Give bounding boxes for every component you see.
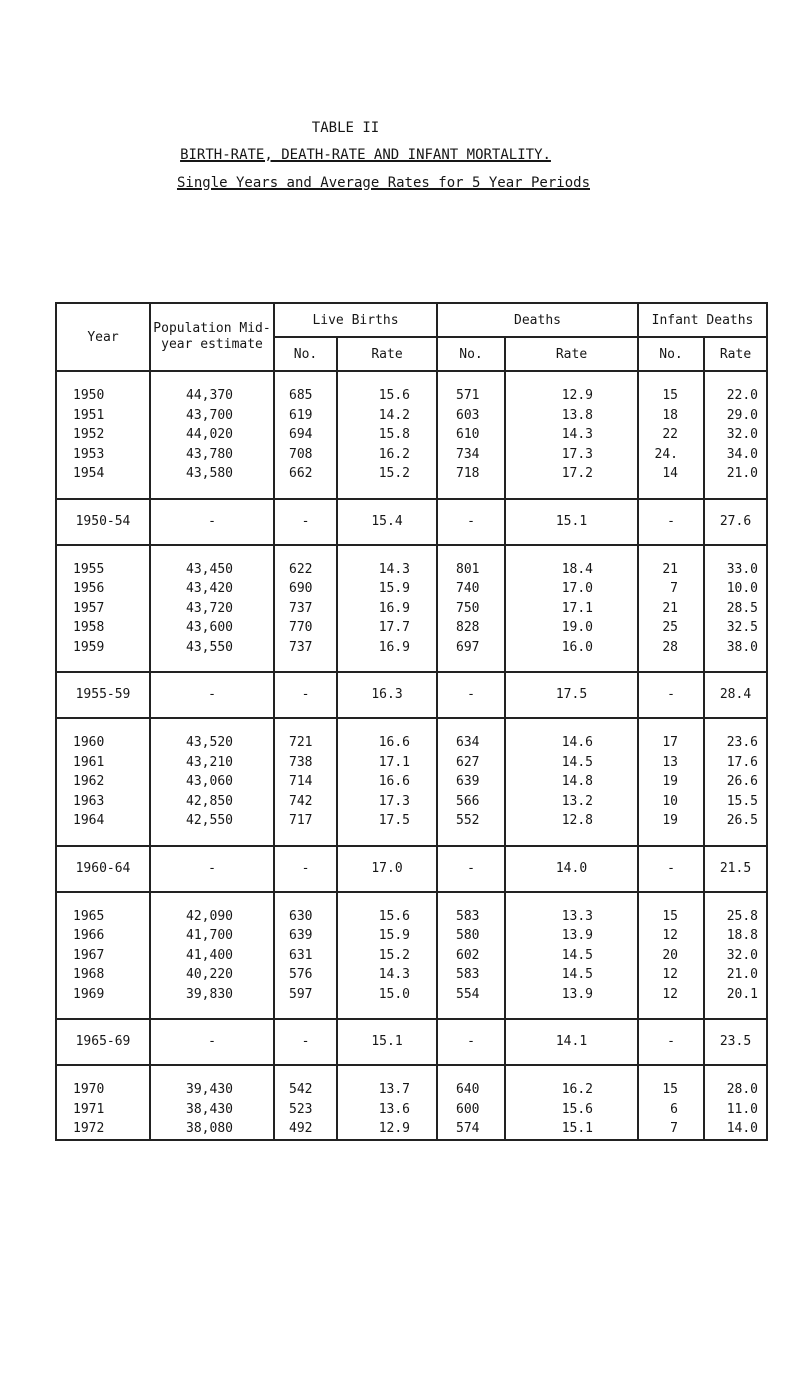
cell-population: 42,090 xyxy=(150,892,274,927)
cell-population: - xyxy=(150,499,274,545)
table-row xyxy=(56,965,767,985)
cell-deaths-rate: 13.8 xyxy=(505,406,638,426)
table-subtitle-periods: Single Years and Average Rates for 5 Year Periods xyxy=(176,175,590,191)
cell-year: 1952 xyxy=(56,425,150,445)
cell-deaths-no: 583 xyxy=(437,965,505,985)
cell-births-no: 630 xyxy=(274,892,337,927)
cell-infant-rate: 27.6 xyxy=(704,499,767,545)
table-row xyxy=(56,1100,767,1120)
cell-infant-rate: 29.0 xyxy=(704,406,767,426)
cell-births-rate: 15.4 xyxy=(337,499,437,545)
table-row xyxy=(56,445,767,465)
table-row xyxy=(56,371,767,406)
cell-population: 43,580 xyxy=(150,464,274,499)
cell-births-rate: 15.0 xyxy=(337,985,437,1020)
header-deaths: Deaths xyxy=(437,303,638,337)
cell-infant-no: 10 xyxy=(638,792,704,812)
cell-infant-no: 22 xyxy=(638,425,704,445)
cell-births-rate: 12.9 xyxy=(337,1119,437,1140)
cell-deaths-rate: 13.2 xyxy=(505,792,638,812)
cell-deaths-rate: 16.2 xyxy=(505,1065,638,1100)
cell-infant-rate: 22.0 xyxy=(704,371,767,406)
table-row xyxy=(56,985,767,1020)
cell-deaths-rate: 14.1 xyxy=(505,1019,638,1065)
cell-infant-rate: 21.0 xyxy=(704,464,767,499)
header-deaths-no: No. xyxy=(437,337,505,371)
cell-births-rate: 13.7 xyxy=(337,1065,437,1100)
cell-infant-rate: 38.0 xyxy=(704,638,767,673)
cell-births-rate: 15.9 xyxy=(337,926,437,946)
cell-deaths-no: 600 xyxy=(437,1100,505,1120)
cell-infant-no: 14 xyxy=(638,464,704,499)
cell-year: 1971 xyxy=(56,1100,150,1120)
cell-infant-no: 21 xyxy=(638,599,704,619)
cell-infant-no: 12 xyxy=(638,985,704,1020)
table-row xyxy=(56,638,767,673)
cell-infant-rate: 28.5 xyxy=(704,599,767,619)
cell-year: 1965-69 xyxy=(56,1019,150,1065)
cell-deaths-no: 718 xyxy=(437,464,505,499)
cell-births-no: - xyxy=(274,846,337,892)
cell-deaths-rate: 16.0 xyxy=(505,638,638,673)
cell-deaths-no: 574 xyxy=(437,1119,505,1140)
average-row xyxy=(56,499,767,545)
table-row xyxy=(56,599,767,619)
cell-infant-rate: 25.8 xyxy=(704,892,767,927)
cell-deaths-no: 554 xyxy=(437,985,505,1020)
cell-infant-no: 12 xyxy=(638,965,704,985)
table-row xyxy=(56,1119,767,1140)
cell-births-no: 717 xyxy=(274,811,337,846)
cell-infant-no: 21 xyxy=(638,545,704,580)
cell-infant-no: 15 xyxy=(638,892,704,927)
cell-infant-rate: 34.0 xyxy=(704,445,767,465)
cell-deaths-no: 640 xyxy=(437,1065,505,1100)
cell-year: 1962 xyxy=(56,772,150,792)
cell-population: 44,370 xyxy=(150,371,274,406)
table-row xyxy=(56,892,767,927)
cell-births-rate: 17.7 xyxy=(337,618,437,638)
cell-deaths-no: 552 xyxy=(437,811,505,846)
cell-deaths-no: 828 xyxy=(437,618,505,638)
cell-population: 44,020 xyxy=(150,425,274,445)
cell-year: 1961 xyxy=(56,753,150,773)
cell-infant-rate: 20.1 xyxy=(704,985,767,1020)
cell-deaths-no: 571 xyxy=(437,371,505,406)
cell-births-no: 721 xyxy=(274,718,337,753)
cell-infant-no: 6 xyxy=(638,1100,704,1120)
cell-births-no: 690 xyxy=(274,579,337,599)
cell-deaths-rate: 17.2 xyxy=(505,464,638,499)
cell-births-rate: 15.2 xyxy=(337,946,437,966)
cell-year: 1966 xyxy=(56,926,150,946)
cell-year: 1970 xyxy=(56,1065,150,1100)
cell-population: 39,830 xyxy=(150,985,274,1020)
cell-population: 41,400 xyxy=(150,946,274,966)
cell-year: 1959 xyxy=(56,638,150,673)
cell-births-rate: 17.3 xyxy=(337,792,437,812)
cell-deaths-rate: 12.8 xyxy=(505,811,638,846)
cell-deaths-rate: 14.5 xyxy=(505,965,638,985)
vital-statistics-table xyxy=(55,302,768,1141)
cell-deaths-no: 697 xyxy=(437,638,505,673)
cell-births-rate: 17.0 xyxy=(337,846,437,892)
cell-infant-rate: 28.0 xyxy=(704,1065,767,1100)
cell-population: - xyxy=(150,846,274,892)
cell-infant-rate: 32.0 xyxy=(704,425,767,445)
cell-infant-rate: 26.5 xyxy=(704,811,767,846)
cell-births-no: 708 xyxy=(274,445,337,465)
cell-infant-no: 19 xyxy=(638,811,704,846)
cell-infant-rate: 17.6 xyxy=(704,753,767,773)
cell-deaths-no: 639 xyxy=(437,772,505,792)
cell-deaths-rate: 14.0 xyxy=(505,846,638,892)
cell-year: 1960-64 xyxy=(56,846,150,892)
cell-births-no: 770 xyxy=(274,618,337,638)
cell-year: 1963 xyxy=(56,792,150,812)
cell-deaths-no: 603 xyxy=(437,406,505,426)
cell-infant-no: 19 xyxy=(638,772,704,792)
cell-births-rate: 16.2 xyxy=(337,445,437,465)
cell-year: 1955-59 xyxy=(56,672,150,718)
cell-year: 1950 xyxy=(56,371,150,406)
cell-infant-no: - xyxy=(638,672,704,718)
average-row xyxy=(56,1019,767,1065)
cell-year: 1958 xyxy=(56,618,150,638)
cell-births-no: 714 xyxy=(274,772,337,792)
cell-year: 1950-54 xyxy=(56,499,150,545)
cell-infant-rate: 18.8 xyxy=(704,926,767,946)
cell-infant-rate: 10.0 xyxy=(704,579,767,599)
cell-deaths-rate: 14.8 xyxy=(505,772,638,792)
cell-population: 38,430 xyxy=(150,1100,274,1120)
cell-population: 43,060 xyxy=(150,772,274,792)
cell-year: 1972 xyxy=(56,1119,150,1140)
cell-deaths-rate: 13.9 xyxy=(505,926,638,946)
cell-deaths-no: 750 xyxy=(437,599,505,619)
cell-births-rate: 16.6 xyxy=(337,718,437,753)
cell-year: 1964 xyxy=(56,811,150,846)
cell-deaths-rate: 13.9 xyxy=(505,985,638,1020)
cell-deaths-no: - xyxy=(437,672,505,718)
cell-births-rate: 15.1 xyxy=(337,1019,437,1065)
cell-infant-no: 12 xyxy=(638,926,704,946)
table-row xyxy=(56,946,767,966)
header-infant-no: No. xyxy=(638,337,704,371)
header-births-rate: Rate xyxy=(337,337,437,371)
cell-infant-no: 18 xyxy=(638,406,704,426)
table-row xyxy=(56,464,767,499)
cell-deaths-no: 627 xyxy=(437,753,505,773)
cell-population: 42,850 xyxy=(150,792,274,812)
header-infant-rate: Rate xyxy=(704,337,767,371)
cell-infant-no: 15 xyxy=(638,371,704,406)
cell-population: 39,430 xyxy=(150,1065,274,1100)
cell-year: 1954 xyxy=(56,464,150,499)
cell-deaths-no: - xyxy=(437,1019,505,1065)
table-row xyxy=(56,718,767,753)
cell-deaths-no: 566 xyxy=(437,792,505,812)
cell-births-rate: 15.9 xyxy=(337,579,437,599)
cell-births-no: 631 xyxy=(274,946,337,966)
cell-population: 41,700 xyxy=(150,926,274,946)
cell-deaths-rate: 19.0 xyxy=(505,618,638,638)
cell-deaths-rate: 17.0 xyxy=(505,579,638,599)
table-row xyxy=(56,926,767,946)
table-row xyxy=(56,425,767,445)
cell-population: 43,720 xyxy=(150,599,274,619)
table-row xyxy=(56,545,767,580)
cell-infant-no: 17 xyxy=(638,718,704,753)
cell-deaths-rate: 15.1 xyxy=(505,499,638,545)
cell-births-rate: 17.5 xyxy=(337,811,437,846)
cell-infant-rate: 32.5 xyxy=(704,618,767,638)
cell-births-no: 737 xyxy=(274,599,337,619)
cell-births-rate: 15.8 xyxy=(337,425,437,445)
cell-deaths-no: 602 xyxy=(437,946,505,966)
cell-infant-no: 20 xyxy=(638,946,704,966)
cell-population: 43,780 xyxy=(150,445,274,465)
cell-infant-no: - xyxy=(638,846,704,892)
header-live-births: Live Births xyxy=(274,303,437,337)
cell-population: 43,210 xyxy=(150,753,274,773)
header-population: Population Mid-year estimate xyxy=(150,303,274,371)
cell-year: 1957 xyxy=(56,599,150,619)
cell-deaths-no: 734 xyxy=(437,445,505,465)
cell-population: 43,550 xyxy=(150,638,274,673)
cell-births-no: 576 xyxy=(274,965,337,985)
cell-year: 1951 xyxy=(56,406,150,426)
cell-infant-rate: 21.0 xyxy=(704,965,767,985)
cell-infant-no: 28 xyxy=(638,638,704,673)
cell-year: 1955 xyxy=(56,545,150,580)
cell-year: 1953 xyxy=(56,445,150,465)
cell-births-rate: 14.3 xyxy=(337,545,437,580)
cell-deaths-no: 740 xyxy=(437,579,505,599)
cell-infant-no: 7 xyxy=(638,1119,704,1140)
cell-births-rate: 13.6 xyxy=(337,1100,437,1120)
cell-infant-no: 13 xyxy=(638,753,704,773)
table-row xyxy=(56,811,767,846)
cell-births-no: 492 xyxy=(274,1119,337,1140)
cell-deaths-no: 634 xyxy=(437,718,505,753)
cell-infant-rate: 14.0 xyxy=(704,1119,767,1140)
cell-year: 1968 xyxy=(56,965,150,985)
cell-deaths-no: 801 xyxy=(437,545,505,580)
cell-infant-rate: 15.5 xyxy=(704,792,767,812)
cell-births-no: 662 xyxy=(274,464,337,499)
cell-births-no: - xyxy=(274,672,337,718)
cell-year: 1969 xyxy=(56,985,150,1020)
cell-deaths-rate: 18.4 xyxy=(505,545,638,580)
cell-deaths-rate: 14.5 xyxy=(505,946,638,966)
cell-population: 43,450 xyxy=(150,545,274,580)
cell-deaths-rate: 13.3 xyxy=(505,892,638,927)
cell-births-no: - xyxy=(274,499,337,545)
cell-infant-rate: 21.5 xyxy=(704,846,767,892)
cell-births-rate: 15.6 xyxy=(337,892,437,927)
cell-deaths-no: 610 xyxy=(437,425,505,445)
cell-infant-rate: 23.6 xyxy=(704,718,767,753)
cell-births-no: 597 xyxy=(274,985,337,1020)
header-infant-deaths: Infant Deaths xyxy=(638,303,767,337)
cell-infant-no: 25 xyxy=(638,618,704,638)
cell-births-no: 622 xyxy=(274,545,337,580)
cell-deaths-rate: 17.1 xyxy=(505,599,638,619)
cell-deaths-no: 583 xyxy=(437,892,505,927)
cell-deaths-rate: 12.9 xyxy=(505,371,638,406)
cell-births-no: 619 xyxy=(274,406,337,426)
cell-infant-no: 24. xyxy=(638,445,704,465)
table-row xyxy=(56,1065,767,1100)
table-row xyxy=(56,406,767,426)
cell-year: 1956 xyxy=(56,579,150,599)
table-row xyxy=(56,753,767,773)
table-row xyxy=(56,792,767,812)
cell-births-rate: 17.1 xyxy=(337,753,437,773)
cell-infant-rate: 11.0 xyxy=(704,1100,767,1120)
cell-year: 1967 xyxy=(56,946,150,966)
cell-births-rate: 16.9 xyxy=(337,599,437,619)
header-year: Year xyxy=(56,303,150,371)
cell-births-rate: 15.6 xyxy=(337,371,437,406)
cell-births-rate: 14.3 xyxy=(337,965,437,985)
cell-deaths-rate: 15.6 xyxy=(505,1100,638,1120)
cell-infant-no: 15 xyxy=(638,1065,704,1100)
cell-births-no: 685 xyxy=(274,371,337,406)
cell-infant-rate: 33.0 xyxy=(704,545,767,580)
cell-infant-no: 7 xyxy=(638,579,704,599)
cell-population: 43,520 xyxy=(150,718,274,753)
cell-births-no: 542 xyxy=(274,1065,337,1100)
cell-infant-no: - xyxy=(638,1019,704,1065)
table-row xyxy=(56,772,767,792)
cell-population: 42,550 xyxy=(150,811,274,846)
cell-births-rate: 16.9 xyxy=(337,638,437,673)
cell-births-no: 738 xyxy=(274,753,337,773)
cell-population: 38,080 xyxy=(150,1119,274,1140)
cell-population: - xyxy=(150,1019,274,1065)
cell-deaths-rate: 17.3 xyxy=(505,445,638,465)
cell-births-rate: 16.6 xyxy=(337,772,437,792)
cell-population: 40,220 xyxy=(150,965,274,985)
header-deaths-rate: Rate xyxy=(505,337,638,371)
header-births-no: No. xyxy=(274,337,337,371)
cell-deaths-rate: 14.6 xyxy=(505,718,638,753)
cell-year: 1965 xyxy=(56,892,150,927)
cell-population: 43,600 xyxy=(150,618,274,638)
cell-births-no: 639 xyxy=(274,926,337,946)
cell-births-no: 694 xyxy=(274,425,337,445)
cell-infant-no: - xyxy=(638,499,704,545)
table-row xyxy=(56,618,767,638)
cell-deaths-no: 580 xyxy=(437,926,505,946)
cell-births-no: 742 xyxy=(274,792,337,812)
cell-infant-rate: 26.6 xyxy=(704,772,767,792)
cell-births-rate: 14.2 xyxy=(337,406,437,426)
cell-year: 1960 xyxy=(56,718,150,753)
average-row xyxy=(56,672,767,718)
cell-population: 43,420 xyxy=(150,579,274,599)
cell-deaths-rate: 14.5 xyxy=(505,753,638,773)
cell-deaths-no: - xyxy=(437,846,505,892)
table-subtitle: BIRTH-RATE, DEATH-RATE AND INFANT MORTALITY. xyxy=(180,147,551,163)
cell-births-no: - xyxy=(274,1019,337,1065)
cell-births-no: 737 xyxy=(274,638,337,673)
table-title: TABLE II xyxy=(311,120,380,136)
cell-population: 43,700 xyxy=(150,406,274,426)
cell-deaths-rate: 15.1 xyxy=(505,1119,638,1140)
cell-population: - xyxy=(150,672,274,718)
cell-infant-rate: 32.0 xyxy=(704,946,767,966)
table-row xyxy=(56,579,767,599)
cell-deaths-rate: 14.3 xyxy=(505,425,638,445)
cell-births-no: 523 xyxy=(274,1100,337,1120)
average-row xyxy=(56,846,767,892)
cell-infant-rate: 28.4 xyxy=(704,672,767,718)
cell-births-rate: 16.3 xyxy=(337,672,437,718)
cell-deaths-no: - xyxy=(437,499,505,545)
cell-deaths-rate: 17.5 xyxy=(505,672,638,718)
cell-births-rate: 15.2 xyxy=(337,464,437,499)
cell-infant-rate: 23.5 xyxy=(704,1019,767,1065)
